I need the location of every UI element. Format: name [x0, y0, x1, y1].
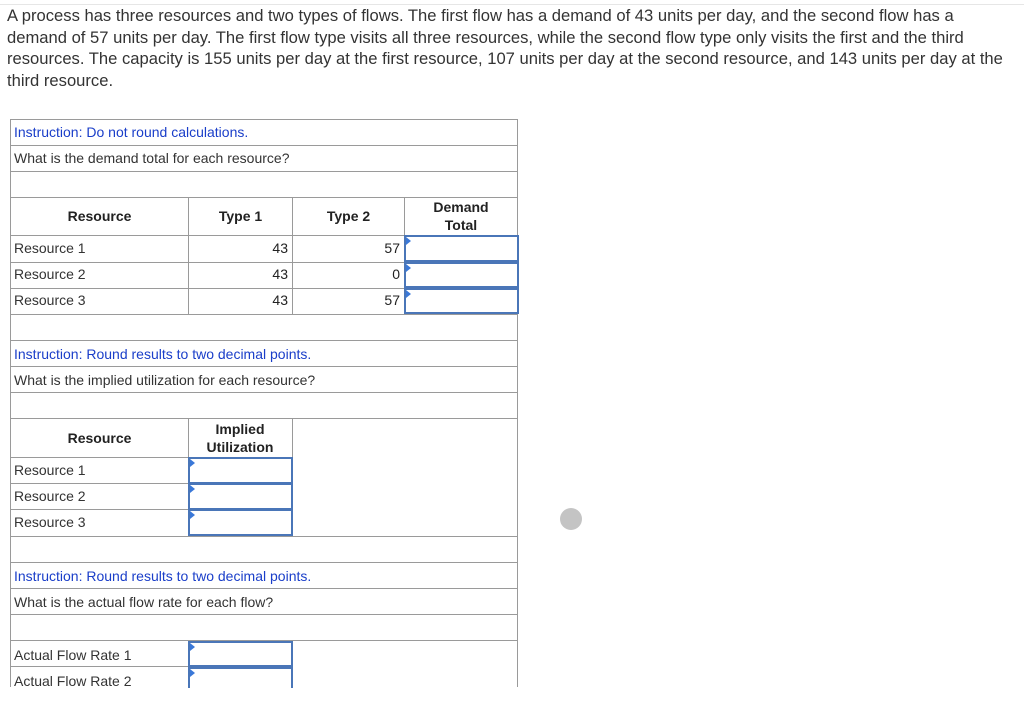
row-label: Actual Flow Rate 2	[14, 673, 132, 689]
type1-value: 43	[272, 266, 288, 282]
demand-total-input[interactable]	[404, 262, 519, 288]
input-marker-icon	[190, 669, 195, 677]
input-marker-icon	[190, 643, 195, 651]
input-marker-icon	[190, 485, 195, 493]
column-header-type1: Type 1	[218, 208, 263, 224]
divider	[10, 588, 518, 589]
input-marker-icon	[406, 290, 411, 298]
demand-total-input[interactable]	[404, 235, 519, 262]
row-label: Resource 2	[14, 488, 86, 504]
input-marker-icon	[190, 511, 195, 519]
column-header-resource: Resource	[67, 430, 132, 446]
question-text: What is the demand total for each resource?	[14, 150, 290, 166]
type2-value: 57	[384, 292, 400, 308]
actual-flow-rate-input[interactable]	[188, 667, 293, 688]
divider	[10, 457, 188, 458]
divider	[10, 392, 518, 393]
instruction-text: Instruction: Do not round calculations.	[14, 124, 249, 140]
divider	[10, 171, 518, 172]
divider	[10, 509, 188, 510]
demand-total-input[interactable]	[404, 288, 519, 314]
divider	[10, 536, 518, 537]
instruction-text: Instruction: Round results to two decimal points.	[14, 568, 312, 584]
row-label: Resource 3	[14, 292, 86, 308]
divider	[10, 418, 518, 419]
divider	[10, 562, 518, 563]
divider	[10, 614, 518, 615]
implied-utilization-input[interactable]	[188, 483, 293, 510]
column-header-type2: Type 2	[326, 208, 371, 224]
row-label: Resource 1	[14, 462, 86, 478]
divider	[10, 340, 518, 341]
instruction-text: Instruction: Round results to two decimal points.	[14, 346, 312, 362]
type2-value: 0	[392, 266, 400, 282]
row-label: Actual Flow Rate 1	[14, 647, 132, 663]
actual-flow-rate-input[interactable]	[188, 641, 293, 667]
type1-value: 43	[272, 292, 288, 308]
input-marker-icon	[406, 237, 411, 245]
divider	[10, 366, 518, 367]
implied-utilization-input[interactable]	[188, 509, 293, 536]
row-label: Resource 3	[14, 514, 86, 530]
type1-value: 43	[272, 240, 288, 256]
input-marker-icon	[406, 264, 411, 272]
row-label: Resource 2	[14, 266, 86, 282]
column-header-demand-total: Demand Total	[433, 199, 489, 233]
input-marker-icon	[190, 459, 195, 467]
implied-utilization-input[interactable]	[188, 457, 293, 484]
column-header-implied-utilization: Implied Utilization	[206, 421, 274, 455]
question-text: What is the actual flow rate for each flow?	[14, 594, 274, 610]
divider	[10, 145, 518, 146]
divider	[10, 483, 188, 484]
question-text: What is the implied utilization for each resource?	[14, 372, 316, 388]
row-label: Resource 1	[14, 240, 86, 256]
column-divider	[292, 418, 293, 458]
divider	[10, 314, 518, 315]
scroll-indicator-icon[interactable]	[560, 508, 582, 530]
type2-value: 57	[384, 240, 400, 256]
column-header-resource: Resource	[67, 208, 132, 224]
problem-statement: A process has three resources and two types of flows. The first flow has a demand of 43 units per day, and the second flow has a demand of 57 units per day. The first flow type visits all three resources, while the second flow type only visits the first and the third resources. The capacity is 155 units per day at the first resource, 107 units per day at the second resource, and 143 units per day at the third resource.	[7, 6, 1003, 90]
divider	[10, 666, 188, 667]
